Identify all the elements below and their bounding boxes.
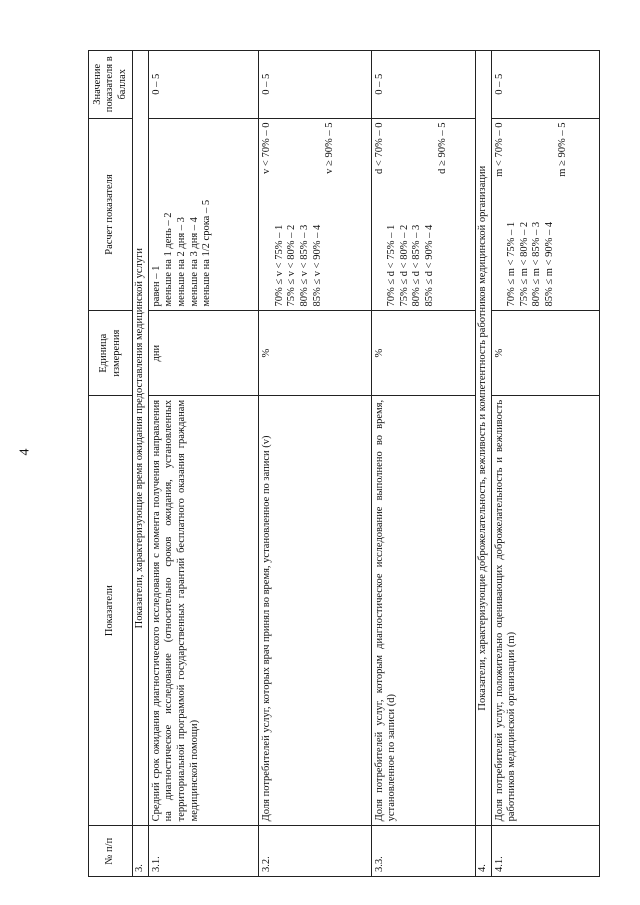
calc-line: меньше на 3 дня – 4 bbox=[188, 217, 200, 307]
row-4-1-value: 0 – 5 bbox=[491, 51, 599, 119]
header-indicators: Показатели bbox=[89, 395, 133, 825]
calc-line: 70% ≤ d < 75% – 1 bbox=[386, 224, 398, 307]
row-4-1-calc bbox=[491, 118, 599, 311]
table-header-row bbox=[89, 51, 133, 877]
calc-line: 70% ≤ v < 75% – 1 bbox=[273, 224, 285, 307]
row-3-1-calc bbox=[148, 118, 258, 311]
table-row bbox=[371, 51, 475, 877]
calc-line: 80% ≤ v < 85% – 3 bbox=[298, 224, 310, 307]
section-3-title: Показатели, характеризующие время ожидания предоставления медицинской услуги bbox=[133, 51, 149, 826]
calc-line: меньше на 1/2 срока – 5 bbox=[201, 199, 213, 307]
row-4-1-unit: % bbox=[491, 311, 599, 395]
calc-line: m ≥ 90% – 5 bbox=[556, 122, 568, 177]
section-4-num: 4. bbox=[475, 826, 491, 877]
calc-line: 85% ≤ m < 90% – 4 bbox=[543, 221, 555, 307]
section-row-4 bbox=[475, 51, 491, 877]
calc-line: меньше на 2 дня – 3 bbox=[175, 217, 187, 307]
calc-line: m < 70% – 0 bbox=[493, 122, 505, 177]
header-unit: Единица измерения bbox=[89, 311, 133, 395]
calc-line: v < 70% – 0 bbox=[261, 122, 273, 174]
calc-line: v ≥ 90% – 5 bbox=[324, 122, 336, 174]
calc-line: d < 70% – 0 bbox=[373, 122, 385, 174]
row-3-3-indicator: Доля потребителей услуг, которым диагностическое исследование выполнено во время, установленное по записи (d) bbox=[371, 395, 475, 825]
row-3-2-indicator: Доля потребителей услуг, которых врач принял во время, установленное по записи (v) bbox=[259, 395, 371, 825]
rotated-table-sheet bbox=[88, 50, 600, 877]
row-3-3-calc bbox=[371, 118, 475, 311]
row-4-1-indicator: Доля потребителей услуг, положительно оценивающих доброжелательность и вежливость работников медицинской организации (m) bbox=[491, 395, 599, 825]
page-number: 4 bbox=[17, 448, 33, 456]
section-4-title: Показатели, характеризующие доброжелательность, вежливость и компетентность работников медицинской организации bbox=[475, 51, 491, 826]
header-calculation: Расчет показателя bbox=[89, 118, 133, 311]
header-num: № п/п bbox=[89, 826, 133, 877]
row-3-2-value: 0 – 5 bbox=[259, 51, 371, 119]
section-row-3 bbox=[133, 51, 149, 877]
calc-line: 80% ≤ d < 85% – 3 bbox=[411, 224, 423, 307]
calc-line: 75% ≤ m < 80% – 2 bbox=[518, 221, 530, 307]
table-row bbox=[491, 51, 599, 877]
calc-line: 80% ≤ m < 85% – 3 bbox=[531, 221, 543, 307]
calc-line: 75% ≤ v < 80% – 2 bbox=[286, 224, 298, 307]
table-row bbox=[259, 51, 371, 877]
row-3-2-calc bbox=[259, 118, 371, 311]
row-3-1-unit: дни bbox=[148, 311, 258, 395]
calc-line: 85% ≤ d < 90% – 4 bbox=[423, 224, 435, 307]
section-3-num: 3. bbox=[133, 826, 149, 877]
header-value: Значение показателя в баллах bbox=[89, 51, 133, 119]
row-3-1-num: 3.1. bbox=[148, 826, 258, 877]
row-3-1-indicator: Средний срок ожидания диагностического исследования с момента получения направления на диагностическое исследование (относительно сроков ожидания, установленных территориальной программой государственных гарантий бесплатного оказания гражданам медицинской помощи) bbox=[148, 395, 258, 825]
row-3-3-value: 0 – 5 bbox=[371, 51, 475, 119]
row-3-2-unit: % bbox=[259, 311, 371, 395]
row-4-1-num: 4.1. bbox=[491, 826, 599, 877]
calc-line: 75% ≤ d < 80% – 2 bbox=[398, 224, 410, 307]
calc-line: d ≥ 90% – 5 bbox=[436, 122, 448, 174]
row-3-2-num: 3.2. bbox=[259, 826, 371, 877]
calc-line: равен – 1 bbox=[150, 265, 162, 307]
indicators-table bbox=[88, 50, 600, 877]
calc-line: меньше на 1 день – 2 bbox=[163, 212, 175, 307]
row-3-3-num: 3.3. bbox=[371, 826, 475, 877]
calc-line: 85% ≤ v < 90% – 4 bbox=[311, 224, 323, 307]
calc-line: 70% ≤ m < 75% – 1 bbox=[506, 221, 518, 307]
row-3-1-value: 0 – 5 bbox=[148, 51, 258, 119]
table-row bbox=[148, 51, 258, 877]
row-3-3-unit: % bbox=[371, 311, 475, 395]
